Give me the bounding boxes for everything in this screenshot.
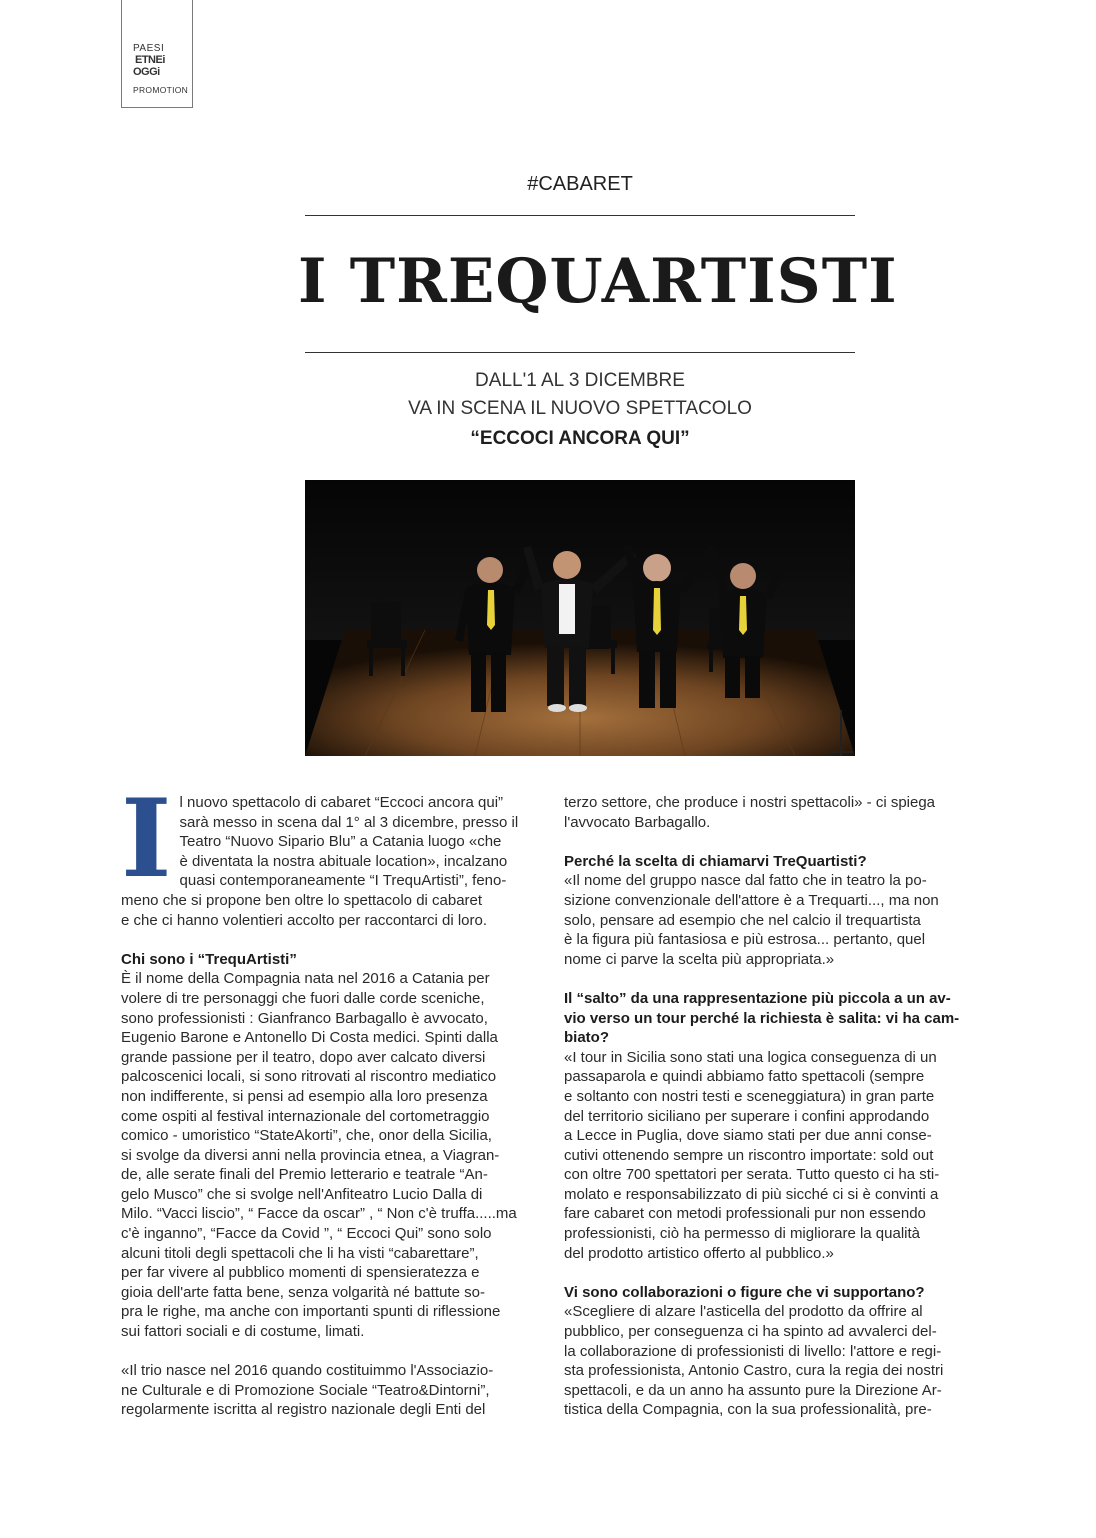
text-line: ne Culturale e di Promozione Sociale “Teatro&Dintorni”, <box>121 1381 490 1399</box>
text-line: professionisti, ciò ha permesso di migliorare la qualità <box>564 1225 921 1243</box>
answer-1b-continued <box>564 793 975 832</box>
text-line: pra le righe, ma anche con importanti spunti di riflessione <box>121 1303 501 1321</box>
text-line: a Lecce in Puglia, dove siamo stati per due anni conse- <box>564 1127 932 1145</box>
text-line: grande passione per il teatro, dopo aver calcato diversi <box>121 1048 486 1066</box>
heading-line: biato? <box>564 1029 609 1047</box>
text-line: la collaborazione di professionisti di livello: l'attore e regi- <box>564 1342 942 1360</box>
logo-line-3: OGGi <box>133 66 160 78</box>
intro-line: quasi contemporaneamente “I TrequArtisti”, feno- <box>179 872 507 890</box>
text-line: volere di tre personaggi che fuori dalle corde sceniche, <box>121 989 485 1007</box>
intro-paragraph <box>121 776 533 930</box>
drop-cap: I <box>121 776 172 902</box>
section-kicker: #CABARET <box>527 173 633 195</box>
stage-photo <box>305 480 855 756</box>
text-line: c'è inganno”, “Facce da Covid ”, “ Eccoci Qui” sono solo <box>121 1225 492 1243</box>
text-line: «Il nome del gruppo nasce dal fatto che in teatro la po- <box>564 872 927 890</box>
answer-1b-paragraph <box>121 1361 533 1420</box>
text-line: alcuni titoli degli spettacoli che li ha visti “cabarettare”, <box>121 1244 479 1262</box>
text-line: del prodotto artistico offerto al pubblico.» <box>564 1244 834 1262</box>
bottom-divider <box>305 352 855 353</box>
text-line: solo, pensare ad esempio che nel calcio il trequartista <box>564 911 921 929</box>
answer-1-paragraph <box>121 969 533 1341</box>
question-2-heading: Perché la scelta di chiamarvi TreQuartisti? <box>564 852 867 870</box>
subtitle-line-3: “ECCOCI ANCORA QUI” <box>470 428 690 449</box>
text-line: palcoscenici locali, si sono ritrovati al riscontro mediatico <box>121 1068 497 1086</box>
intro-line: e che ci hanno volentieri accolto per raccontarci di loro. <box>121 911 488 929</box>
answer-4-paragraph <box>564 1302 975 1420</box>
text-line: sono professionisti : Gianfranco Barbagallo è avvocato, <box>121 1009 488 1027</box>
text-line: non indifferente, si pensi ad esempio alla loro presenza <box>121 1087 488 1105</box>
text-line: come ospiti al festival internazionale del cortometraggio <box>121 1107 490 1125</box>
article-column-right <box>564 793 975 1420</box>
heading-line: Il “salto” da una rappresentazione più piccola a un av- <box>564 989 951 1007</box>
text-line: «I tour in Sicilia sono stati una logica conseguenza di un <box>564 1048 937 1066</box>
text-line: l'avvocato Barbagallo. <box>564 813 711 831</box>
question-1-heading: Chi sono i “TrequArtisti” <box>121 950 297 968</box>
text-line: sta professionista, Antonio Castro, cura la regia dei nostri <box>564 1362 944 1380</box>
intro-line: è diventata la nostra abituale location», incalzano <box>179 852 508 870</box>
intro-line: meno che si propone ben oltre lo spettacolo di cabaret <box>121 891 483 909</box>
logo-line-4: PROMOTION <box>133 85 189 95</box>
question-3-heading <box>564 989 975 1048</box>
text-line: pubblico, per conseguenza ci ha spinto ad avvalerci del- <box>564 1323 937 1341</box>
text-line: sizione convenzionale dell'attore è a Trequarti..., ma non <box>564 891 939 909</box>
intro-line: l nuovo spettacolo di cabaret “Eccoci ancora qui” <box>179 794 504 811</box>
text-line: del territorio siciliano per superare i confini approdando <box>564 1107 930 1125</box>
text-line: con oltre 700 spettatori per serata. Tutto questo ci ha sti- <box>564 1166 940 1184</box>
text-line: Eugenio Barone e Antonello Di Costa medici. Spinti dalla <box>121 1029 498 1047</box>
text-line: terzo settore, che produce i nostri spettacoli» - ci spiega <box>564 794 936 811</box>
text-line: È il nome della Compagnia nata nel 2016 a Catania per <box>121 970 490 988</box>
intro-line: sarà messo in scena dal 1° al 3 dicembre, presso il <box>179 813 519 831</box>
top-divider <box>305 215 855 216</box>
text-line: spettacoli, e da un anno ha assunto pure la Direzione Ar- <box>564 1381 942 1399</box>
text-line: è la figura più fantasiosa e più estrosa... pertanto, quel <box>564 931 926 949</box>
publication-logo <box>121 0 193 108</box>
text-line: gioia dell'arte fatta bene, senza volgarità né battute so- <box>121 1283 485 1301</box>
text-line: «Il trio nasce nel 2016 quando costituimmo l'Associazio- <box>121 1362 494 1380</box>
text-line: passaparola e quindi abbiamo fatto spettacoli (sempre <box>564 1068 925 1086</box>
logo-line-1: PAESI <box>133 43 165 54</box>
article-title: I TREQUARTISTI <box>298 246 898 317</box>
text-line: Milo. “Vacci liscio”, “ Facce da oscar” , “ Non c'è truffa.....ma <box>121 1205 517 1223</box>
answer-3-paragraph <box>564 1048 975 1264</box>
intro-line: Teatro “Nuovo Sipario Blu” a Catania luogo «che <box>179 833 502 851</box>
article-column-left <box>121 776 533 1420</box>
text-line: fare cabaret con metodi professionali pur non essendo <box>564 1205 926 1223</box>
text-line: gelo Musco” che si svolge nell'Anfiteatro Lucio Dalla di <box>121 1185 483 1203</box>
answer-2-paragraph <box>564 871 975 969</box>
text-line: per far vivere al pubblico momenti di spensieratezza e <box>121 1264 480 1282</box>
text-line: comico - umoristico “StateAkorti”, che, onor della Sicilia, <box>121 1127 492 1145</box>
subtitle-line-2: VA IN SCENA IL NUOVO SPETTACOLO <box>408 398 752 419</box>
text-line: si svolge da diversi anni nella provincia etnea, a Viagran- <box>121 1146 500 1164</box>
text-line: «Scegliere di alzare l'asticella del prodotto da offrire al <box>564 1303 923 1321</box>
text-line: e soltanto con nostri testi e sceneggiatura) in gran parte <box>564 1087 935 1105</box>
text-line: de, alle serate finali del Premio letterario e teatrale “An- <box>121 1166 488 1184</box>
text-line: regolarmente iscritta al registro nazionale degli Enti del <box>121 1401 486 1419</box>
stage-photo-illustration <box>305 480 855 756</box>
text-line: sui fattori sociali e di costume, limati. <box>121 1323 365 1341</box>
subtitle-line-1: DALL'1 AL 3 DICEMBRE <box>475 370 685 391</box>
logo-line-2: ETNEi <box>135 54 165 66</box>
question-4-heading: Vi sono collaborazioni o figure che vi supportano? <box>564 1283 925 1301</box>
text-line: cutivi ottenendo sempre un riscontro importate: sold out <box>564 1146 934 1164</box>
heading-line: vio verso un tour perché la richiesta è salita: vi ha cam- <box>564 1009 960 1027</box>
text-line: molato e responsabilizzato di più sicché ci si è convinti a <box>564 1185 939 1203</box>
text-line: tistica della Compagnia, con la sua professionalità, pre- <box>564 1401 932 1419</box>
text-line: nome ci parve la scelta più appropriata.» <box>564 950 835 968</box>
